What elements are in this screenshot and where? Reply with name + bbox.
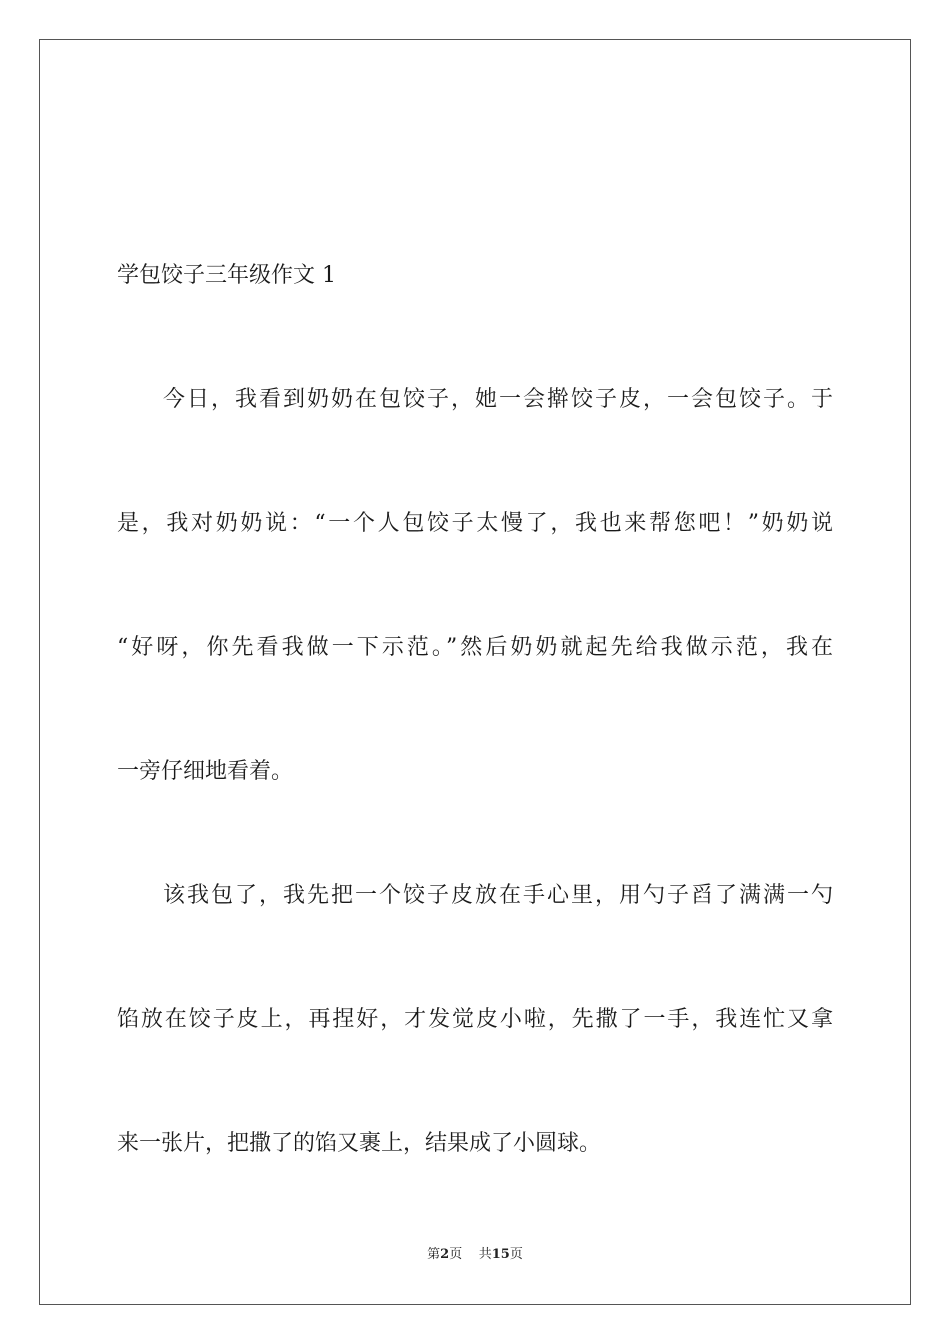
paragraph-1-line-1: 今日，我看到奶奶在包饺子，她一会擀饺子皮，一会包饺子。于	[163, 387, 833, 412]
paragraph-2-line-2: 馅放在饺子皮上，再捏好，才发觉皮小啦，先撒了一手，我连忙又拿	[117, 1007, 833, 1032]
page-footer	[0, 1246, 950, 1264]
footer-total-suffix: 页	[509, 1247, 523, 1262]
paragraph-2-line-1: 该我包了，我先把一个饺子皮放在手心里，用勺子舀了满满一勺	[163, 883, 833, 908]
paragraph-1-line-2: 是，我对奶奶说：“一个人包饺子太慢了，我也来帮您吧！”奶奶说	[117, 511, 833, 536]
document-title: 学包饺子三年级作文 1	[117, 263, 336, 288]
footer-page-prefix: 第	[427, 1247, 441, 1262]
footer-page-number: 2	[440, 1247, 450, 1262]
footer-total-prefix: 共	[478, 1247, 492, 1262]
page-border	[39, 39, 911, 1305]
paragraph-1-line-4: 一旁仔细地看着。	[117, 759, 294, 784]
paragraph-2-line-3: 来一张片，把撒了的馅又裹上，结果成了小圆球。	[117, 1131, 602, 1156]
paragraph-1-line-3: “好呀，你先看我做一下示范。”然后奶奶就起先给我做示范，我在	[117, 635, 833, 660]
footer-total-pages: 15	[491, 1247, 510, 1262]
footer-page-suffix: 页	[449, 1247, 463, 1262]
